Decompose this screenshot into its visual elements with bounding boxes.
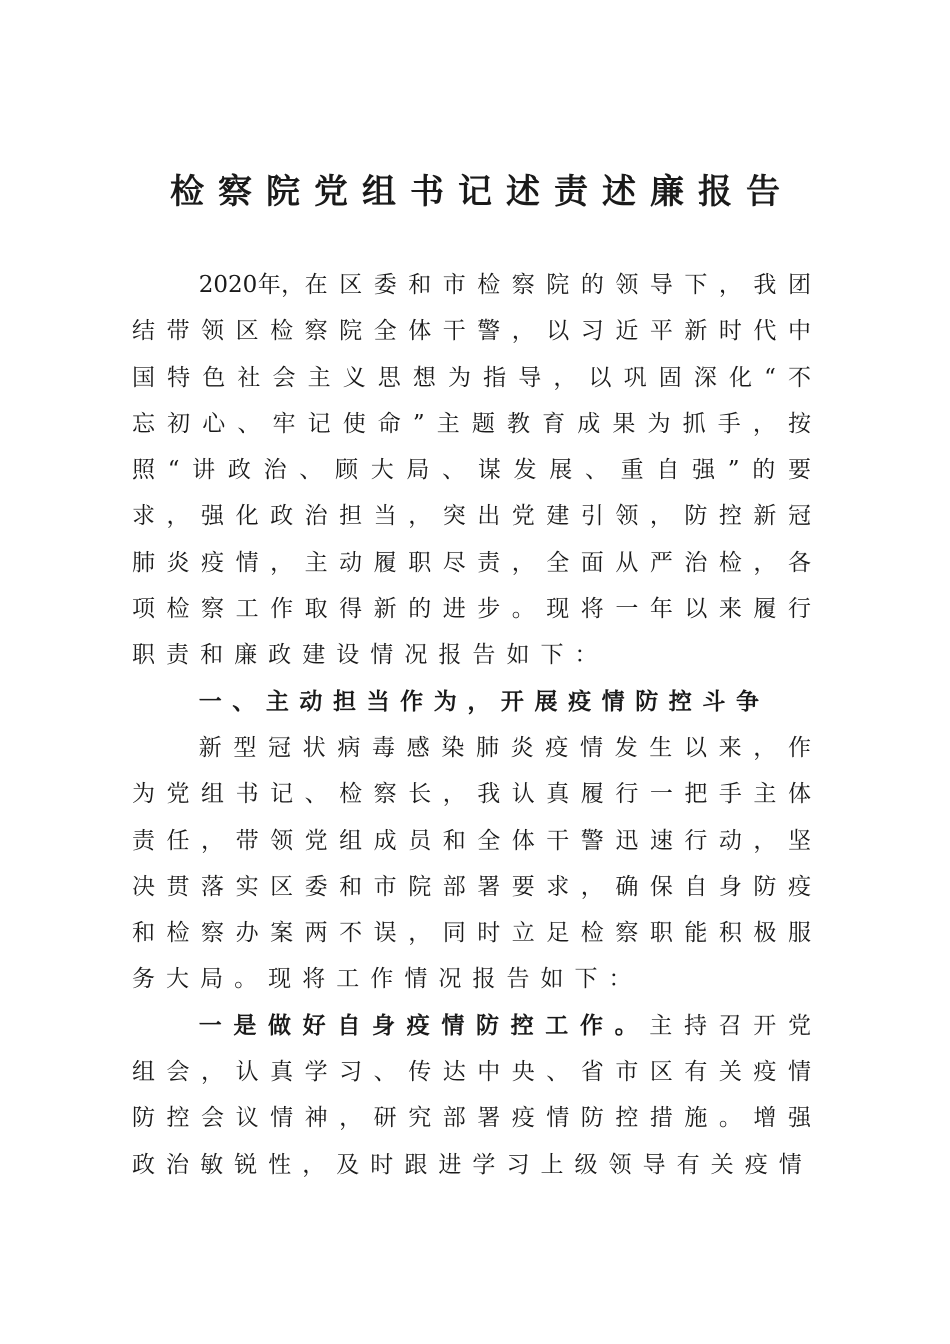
document-title: 检察院党组书记述责述廉报告 xyxy=(170,172,794,212)
section-1-item-1 xyxy=(132,1003,822,1188)
intro-text: 在区委和市检察院的领导下，我团结带领区检察院全体干警，以习近平新时代中国特色社会主义思想为指导，以巩固深化“不忘初心、牢记使命”主题教育成果为抓手，按照“讲政治、顾大局、谋发展、重自强”的要求，强化政治担当，突出党建引领，防控新冠肺炎疫情，主动履职尽责，全面从严治检，各项检察工作取得新的进步。现将一年以来履行职责和廉政建设情况报告如下： xyxy=(132,272,822,669)
item-1-lead: 一是做好自身疫情防控工作。 xyxy=(198,1011,650,1039)
intro-year: 2020年， xyxy=(198,272,305,298)
intro-paragraph xyxy=(132,262,822,679)
section-1-paragraph: 新型冠状病毒感染肺炎疫情发生以来，作为党组书记、检察长，我认真履行一把手主体责任，带领党组成员和全体干警迅速行动，坚决贯落实区委和市院部署要求，确保自身防疫和检察办案两不误，同时立足检察职能积极服务大局。现将工作情况报告如下： xyxy=(132,734,822,993)
document-body xyxy=(132,262,822,1188)
item-1-text: 主持召开党组会，认真学习、传达中央、省市区有关疫情防控会议情神，研究部署疫情防控措施。增强政治敏锐性，及时跟进学习上级领导有关疫情 xyxy=(132,1012,822,1178)
section-heading-1: 一、主动担当作为，开展疫情防控斗争 xyxy=(198,688,770,715)
